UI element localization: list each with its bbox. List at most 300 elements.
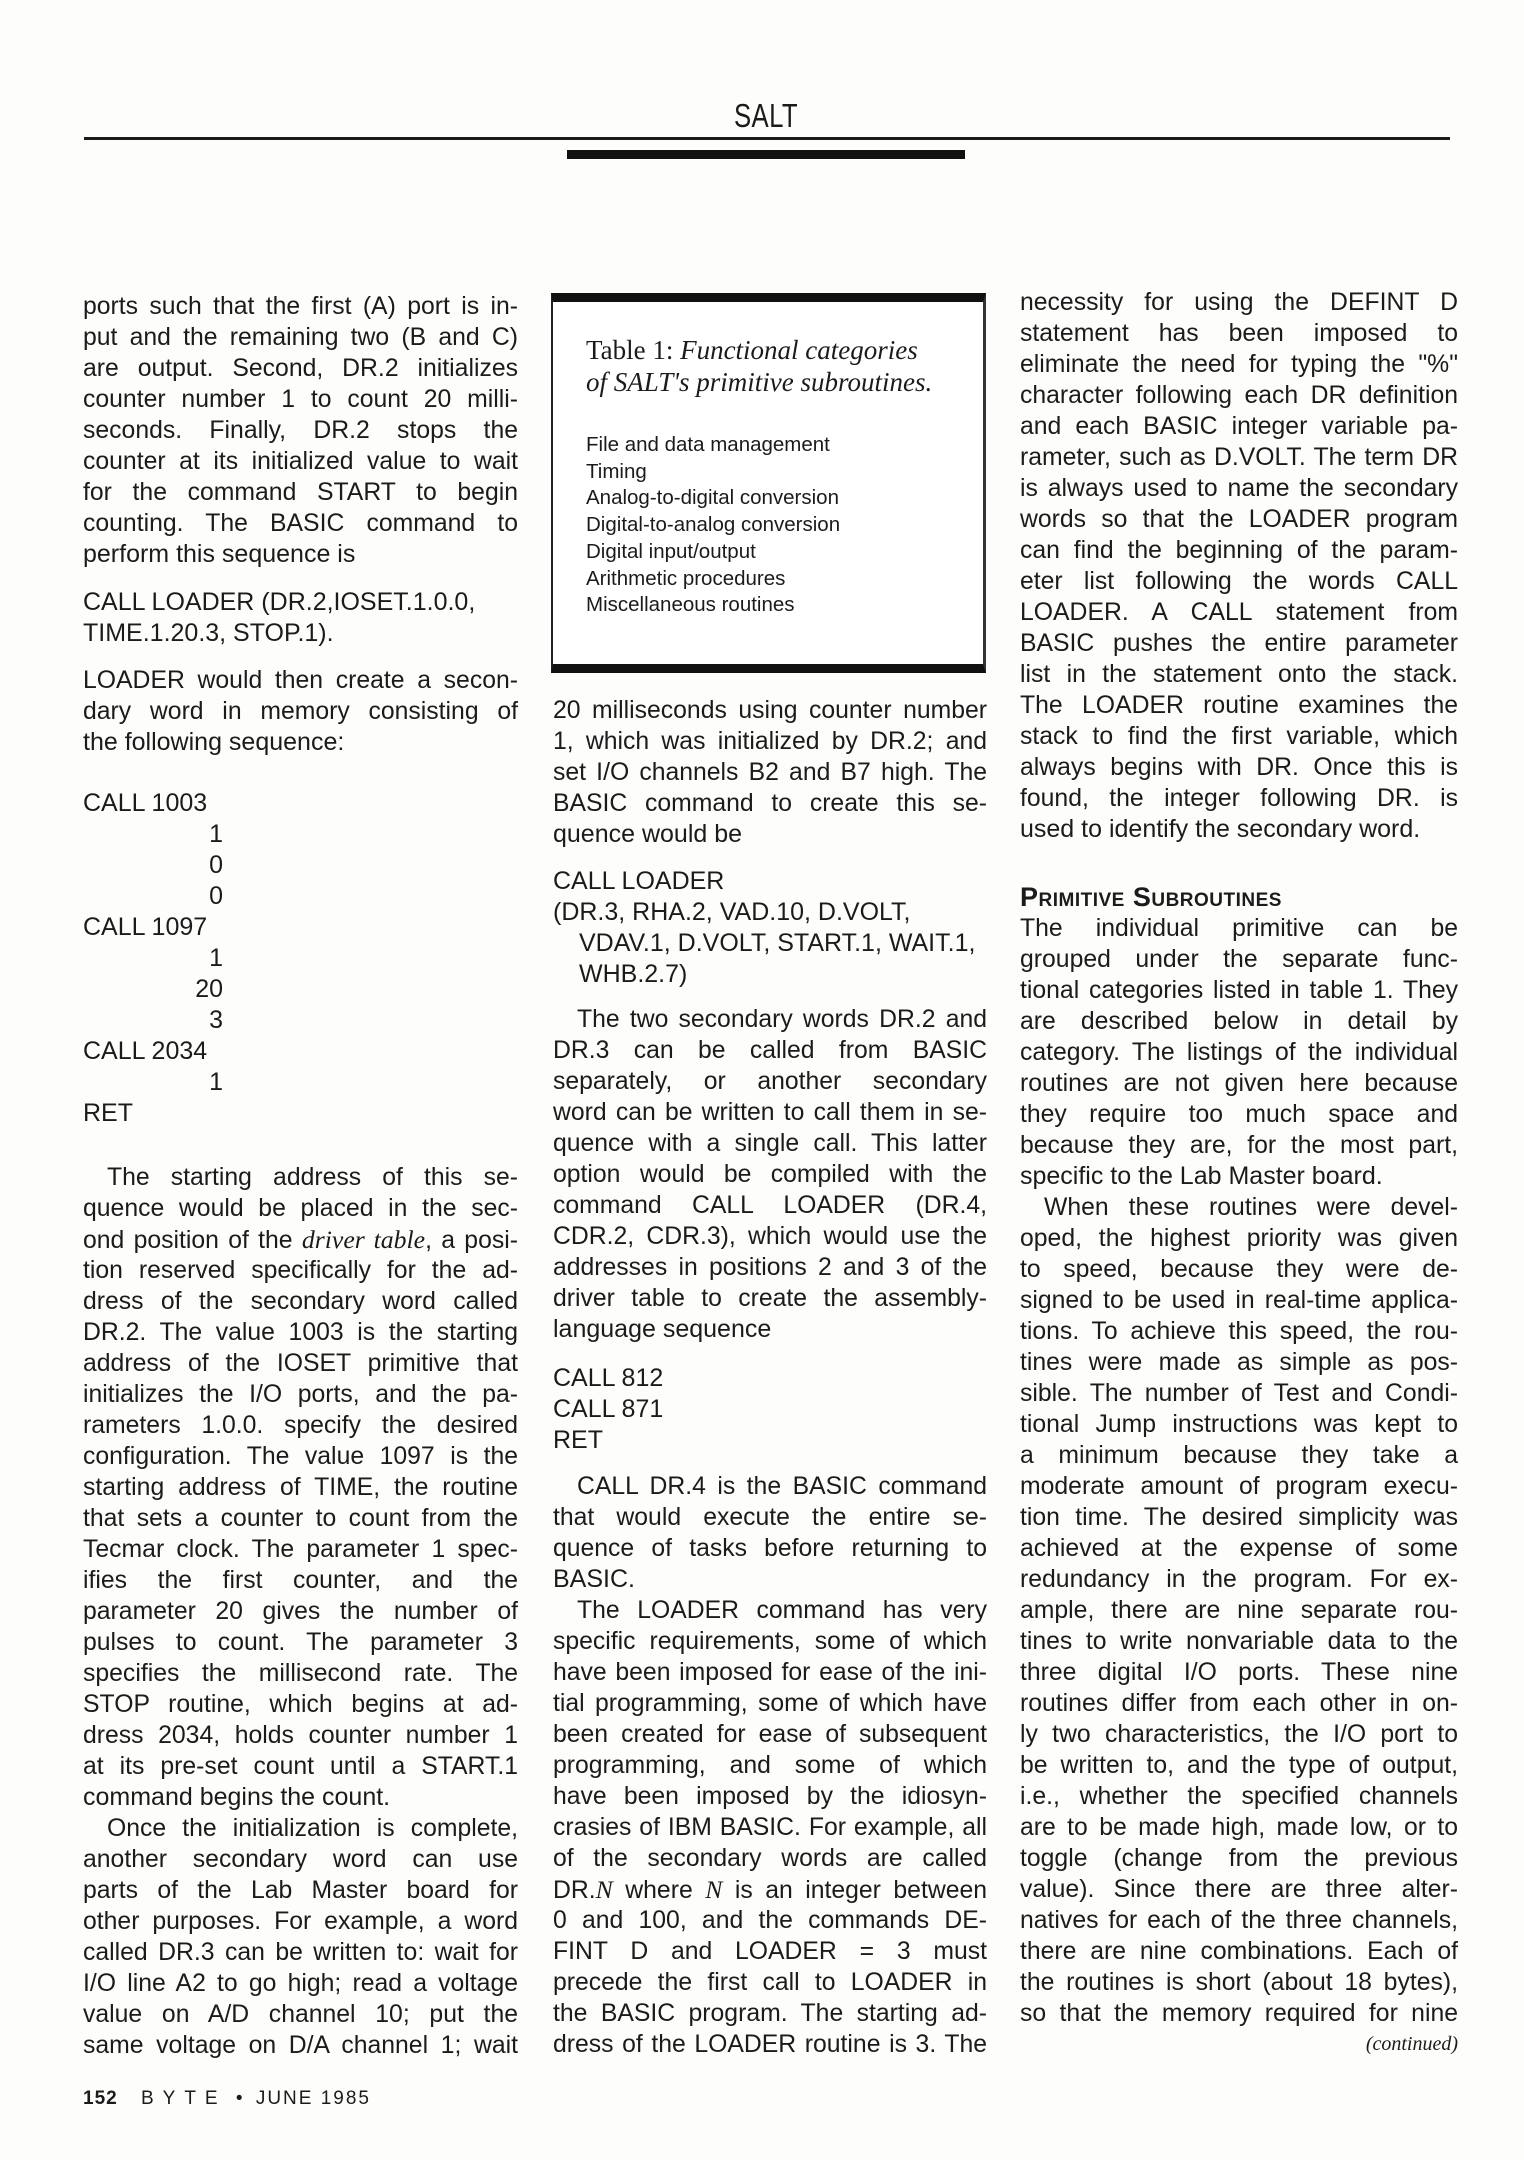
text-line [83, 912, 223, 943]
text-line [553, 1066, 987, 1097]
line-text: is always used to name the secondary [1020, 475, 1458, 502]
line-text: Primitive Subroutines [1020, 882, 1282, 912]
line-text: initializes the I/O ports, and the pa- [83, 1381, 518, 1408]
text-line [83, 943, 223, 974]
text-line [83, 1906, 518, 1937]
paragraph [83, 1162, 518, 1813]
paragraph [1020, 287, 1458, 845]
line-text: specific requirements, some of which [553, 1628, 987, 1655]
line-text: BASIC pushes the entire parameter [1020, 630, 1458, 657]
text-line [1020, 1316, 1458, 1347]
text-line [83, 384, 518, 415]
line-text: RET [553, 1426, 603, 1454]
text-line [553, 1998, 987, 2029]
text-line [553, 1595, 987, 1626]
line-text: ifies the first counter, and the [83, 1567, 518, 1594]
line-text: eliminate the need for typing the "%" [1020, 351, 1458, 378]
text-line [1020, 1626, 1458, 1657]
text-line [83, 322, 518, 353]
text-line [1020, 1688, 1458, 1719]
code-listing [83, 788, 223, 1129]
line-text: the BASIC program. The starting ad- [553, 2000, 987, 2027]
line-text [553, 1877, 987, 1904]
text-line [1020, 473, 1458, 504]
text-line [83, 353, 518, 384]
text-line [83, 1503, 518, 1534]
line-text: 0 [209, 851, 223, 879]
line-text: because they are, for the most part, [1020, 1132, 1458, 1159]
text-line [553, 1283, 987, 1314]
line-text: CALL DR.4 is the BASIC command [577, 1473, 987, 1500]
line-text: 3 [209, 1006, 223, 1034]
text-line [553, 819, 987, 850]
text-line [1020, 1812, 1458, 1843]
line-text: tional categories listed in table 1. They [1020, 977, 1458, 1004]
text-line [553, 1035, 987, 1066]
text-line [553, 1843, 987, 1874]
line-text: The LOADER routine examines the [1020, 692, 1458, 719]
text-line [1020, 1936, 1458, 1967]
text-line [553, 928, 987, 959]
line-text: moderate amount of program execu- [1020, 1473, 1458, 1500]
line-text: ample, there are nine separate rou- [1020, 1597, 1458, 1624]
line-text: category. The listings of the individual [1020, 1039, 1458, 1066]
line-text: always begins with DR. Once this is [1020, 754, 1458, 781]
line-text: LOADER. A CALL statement from [1020, 599, 1458, 626]
text-line [1020, 1037, 1458, 1068]
line-text: are output. Second, DR.2 initializes [83, 355, 518, 382]
text-line [83, 539, 518, 570]
line-text: natives for each of the three channels, [1020, 1907, 1458, 1934]
text-line [553, 1128, 987, 1159]
issue-date: JUNE 1985 [255, 2088, 371, 2109]
text-line [553, 1221, 987, 1252]
text-line [1020, 1905, 1458, 1936]
line-text: signed to be used in real-time applica- [1020, 1287, 1458, 1314]
table-caption-line-2 [586, 366, 932, 398]
text-line [1020, 628, 1458, 659]
text-line [1020, 349, 1458, 380]
text-line [83, 1534, 518, 1565]
line-text: CALL 2034 [83, 1037, 208, 1065]
line-text: routines are not given here because [1020, 1070, 1458, 1097]
text-line [83, 446, 518, 477]
line-text: that sets a counter to count from the [83, 1505, 518, 1532]
line-text: are described below in detail by [1020, 1008, 1458, 1035]
table-caption-prefix: of SALT's [586, 367, 690, 397]
line-text: called DR.3 can be written to: wait for [83, 1939, 518, 1966]
text-line [83, 1472, 518, 1503]
line-text: VDAV.1, D.VOLT, START.1, WAIT.1, [579, 929, 976, 957]
text-line [83, 1098, 223, 1129]
text-line [553, 1394, 987, 1425]
line-text: of the secondary words are called [553, 1845, 987, 1872]
text-line [1020, 1843, 1458, 1874]
text-line [83, 1689, 518, 1720]
text-line [1020, 1998, 1458, 2029]
line-text: used to identify the secondary word. [1020, 815, 1421, 843]
line-text: parameter 20 gives the number of [83, 1598, 518, 1625]
line-text: 1, which was initialized by DR.2; and [553, 728, 987, 755]
line-text: specifies the millisecond rate. The [83, 1660, 518, 1687]
line-text: quence with a single call. This latter [553, 1130, 987, 1157]
text-line [1020, 1223, 1458, 1254]
line-text: CDR.2, CDR.3), which would use the [553, 1223, 987, 1250]
line-text: starting address of TIME, the routine [83, 1474, 518, 1501]
text-line [83, 1751, 518, 1782]
line-text: command CALL LOADER (DR.4, [553, 1192, 987, 1219]
line-text: driver table to create the assembly- [553, 1285, 987, 1312]
text-line [1020, 1564, 1458, 1595]
line-text: quence would be [553, 820, 743, 848]
line-text: BASIC command to create this se- [553, 790, 987, 817]
line-text: dress 2034, holds counter number 1 [83, 1722, 518, 1749]
text-line [553, 866, 987, 897]
text-line [83, 1224, 518, 1255]
line-text: can find the beginning of the param- [1020, 537, 1458, 564]
table-item: Digital-to-analog conversion [586, 513, 841, 537]
line-text: programming, and some of which [553, 1752, 987, 1779]
text-line [1020, 1285, 1458, 1316]
table-item: Miscellaneous routines [586, 593, 795, 617]
text-line [1020, 752, 1458, 783]
line-text: counting. The BASIC command to [83, 510, 518, 537]
line-text: ly two characteristics, the I/O port to [1020, 1721, 1458, 1748]
line-text: value). Since there are three alter- [1020, 1876, 1458, 1903]
line-text: ports such that the first (A) port is in- [83, 293, 518, 320]
text-line [83, 1348, 518, 1379]
text-line [553, 1533, 987, 1564]
text-line [83, 1999, 518, 2030]
text-line [1020, 1068, 1458, 1099]
text-line [1020, 1006, 1458, 1037]
text-line [1020, 287, 1458, 318]
line-text: routines differ from each other in on- [1020, 1690, 1458, 1717]
text-line [553, 1159, 987, 1190]
text-line [83, 415, 518, 446]
line-text: a minimum because they take a [1020, 1442, 1458, 1469]
paragraph [1020, 1192, 1458, 2029]
line-text: put and the remaining two (B and C) [83, 324, 518, 351]
line-text: i.e., whether the specified channels [1020, 1783, 1458, 1810]
text-line [1020, 659, 1458, 690]
text-line [1020, 318, 1458, 349]
line-text: quence of tasks before returning to [553, 1535, 987, 1562]
text-line [83, 2030, 518, 2061]
text-line [1020, 504, 1458, 535]
text-line [553, 1936, 987, 1967]
line-text: language sequence [553, 1315, 772, 1343]
line-text: crasies of IBM BASIC. For example, all [553, 1814, 987, 1841]
text-line [553, 1252, 987, 1283]
text-line [83, 587, 518, 618]
line-text: precede the first call to LOADER in [553, 1969, 987, 1996]
line-text: another secondary word can use [83, 1846, 518, 1873]
line-text: addresses in positions 2 and 3 of the [553, 1254, 987, 1281]
code-listing [553, 1363, 987, 1456]
table-item: File and data management [586, 433, 830, 456]
line-text: value on A/D channel 10; put the [83, 2001, 518, 2028]
line-text: eter list following the words CALL [1020, 568, 1458, 595]
text-line [553, 1314, 987, 1345]
line-text: rameter, such as D.VOLT. The term DR [1020, 444, 1458, 471]
text-line [83, 1005, 223, 1036]
text-line [553, 1688, 987, 1719]
line-text: address of the IOSET primitive that [83, 1350, 518, 1377]
line-text: the following sequence: [83, 728, 345, 756]
paragraph [553, 1004, 987, 1345]
text-line [83, 1379, 518, 1410]
text-line [1020, 411, 1458, 442]
line-text: at its pre-set count until a START.1 [83, 1753, 518, 1780]
table-item: Timing [586, 459, 647, 483]
line-text: tions. To achieve this speed, the rou- [1020, 1318, 1458, 1345]
text-line [83, 477, 518, 508]
table-item: Digital input/output [586, 539, 756, 563]
text-segment: , a posi- [425, 1227, 518, 1254]
line-text: command begins the count. [83, 1783, 391, 1811]
footer-separator: • [235, 2088, 247, 2109]
text-segment: DR. [553, 1877, 596, 1904]
line-text: CALL 1097 [83, 913, 208, 941]
line-text: counter at its initialized value to wait [83, 448, 518, 475]
text-line [83, 1162, 518, 1193]
text-line [1020, 1533, 1458, 1564]
text-line [553, 959, 987, 990]
text-line [1020, 442, 1458, 473]
text-line [1020, 1440, 1458, 1471]
text-line [1020, 1471, 1458, 1502]
text-line [1020, 1130, 1458, 1161]
page-footer [83, 2088, 371, 2110]
text-line [553, 726, 987, 757]
line-text: (DR.3, RHA.2, VAD.10, D.VOLT, [553, 898, 911, 926]
text-line [553, 1363, 987, 1394]
line-text: When these routines were devel- [1044, 1194, 1458, 1221]
text-line [553, 1781, 987, 1812]
text-line [1020, 1347, 1458, 1378]
line-text: CALL LOADER (DR.2,IOSET.1.0.0, [83, 588, 476, 616]
text-line [553, 897, 987, 928]
text-line [1020, 690, 1458, 721]
text-line [1020, 566, 1458, 597]
table-1-box [551, 293, 986, 673]
line-text: have been imposed by the idiosyn- [553, 1783, 987, 1810]
line-text: character following each DR definition [1020, 382, 1458, 409]
line-text: DR.3 can be called from BASIC [553, 1037, 987, 1064]
italic-segment: N [705, 1875, 723, 1904]
text-line [83, 974, 223, 1005]
line-text: that would execute the entire se- [553, 1504, 987, 1531]
table-item: Analog-to-digital conversion [586, 486, 839, 510]
text-line [1020, 1657, 1458, 1688]
text-line [83, 1968, 518, 1999]
paragraph [83, 291, 518, 570]
running-title: SALT [733, 97, 799, 134]
text-line [553, 695, 987, 726]
text-line [553, 1626, 987, 1657]
text-line [1020, 1874, 1458, 1905]
text-line [83, 1410, 518, 1441]
line-text: dress of the LOADER routine is 3. The [553, 2031, 987, 2058]
line-text: the routines is short (about 18 bytes), [1020, 1969, 1458, 1996]
text-line [83, 1286, 518, 1317]
italic-segment: driver table [301, 1225, 426, 1254]
line-text: CALL 1003 [83, 789, 208, 817]
text-line [1020, 783, 1458, 814]
line-text: oped, the highest priority was given [1020, 1225, 1458, 1252]
line-text: necessity for using the DEFINT D [1020, 289, 1458, 316]
text-line [1020, 1254, 1458, 1285]
text-line [1020, 1719, 1458, 1750]
text-line [553, 1750, 987, 1781]
text-line [83, 1813, 518, 1844]
text-line [1020, 721, 1458, 752]
line-text: CALL LOADER [553, 867, 725, 895]
line-text: separately, or another secondary [553, 1068, 987, 1095]
line-text: 1 [209, 1068, 223, 1096]
text-line [83, 1317, 518, 1348]
line-text: pulses to count. The parameter 3 [83, 1629, 518, 1656]
line-text: CALL 871 [553, 1395, 664, 1423]
text-line [553, 1657, 987, 1688]
line-text: BASIC. [553, 1565, 635, 1593]
text-line [83, 819, 223, 850]
line-text: be written to, and the type of output, [1020, 1752, 1458, 1779]
text-line [553, 1190, 987, 1221]
text-line [83, 291, 518, 322]
table-item: Arithmetic procedures [586, 566, 786, 590]
text-line [553, 757, 987, 788]
text-line [83, 881, 223, 912]
line-text: three digital I/O ports. These nine [1020, 1659, 1458, 1686]
text-line [83, 1720, 518, 1751]
text-line [1020, 535, 1458, 566]
paragraph [553, 1471, 987, 1595]
line-text: STOP routine, which begins at ad- [83, 1691, 518, 1718]
text-line [83, 850, 223, 881]
text-line [1020, 814, 1458, 845]
table-caption-rest: primitive subroutines. [696, 367, 933, 397]
text-segment: ond position of the [83, 1227, 302, 1254]
line-text: found, the integer following DR. is [1020, 785, 1458, 812]
continued-note: (continued) [1365, 2033, 1458, 2055]
paragraph [553, 695, 987, 850]
text-line [553, 1812, 987, 1843]
text-line [83, 1627, 518, 1658]
magazine-name: BYTE [140, 2088, 227, 2109]
line-text: dary word in memory consisting of [83, 698, 518, 725]
line-text: they require too much space and [1020, 1101, 1458, 1128]
text-line [1020, 1161, 1458, 1192]
line-text: for the command START to begin [83, 479, 518, 506]
line-text: same voltage on D/A channel 1; wait [83, 2032, 518, 2059]
section-heading [1020, 882, 1458, 913]
line-text: toggle (change from the previous [1020, 1845, 1458, 1872]
text-line [1020, 1099, 1458, 1130]
line-text: parts of the Lab Master board for [83, 1877, 518, 1904]
paragraph [83, 665, 518, 758]
line-text: so that the memory required for nine [1020, 2000, 1458, 2027]
text-line [1020, 1409, 1458, 1440]
line-text: 0 and 100, and the commands DE- [553, 1907, 987, 1934]
code-listing [83, 587, 518, 649]
line-text: are to be made high, made low, or to [1020, 1814, 1458, 1841]
line-text: been created for ease of subsequent [553, 1721, 987, 1748]
line-text: WHB.2.7) [579, 960, 688, 988]
line-text: perform this sequence is [83, 540, 356, 568]
line-text: DR.2. The value 1003 is the starting [83, 1319, 518, 1346]
line-text: quence would be placed in the sec- [83, 1195, 518, 1222]
line-text: words so that the LOADER program [1020, 506, 1458, 533]
text-line [553, 1004, 987, 1035]
text-line [83, 1658, 518, 1689]
line-text: tines were made as simple as pos- [1020, 1349, 1458, 1376]
italic-segment: N [595, 1875, 613, 1904]
line-text: rameters 1.0.0. specify the desired [83, 1412, 518, 1439]
line-text: LOADER would then create a secon- [83, 667, 518, 694]
paragraph [553, 1595, 987, 2060]
line-text: word can be written to call them in se- [553, 1099, 987, 1126]
line-text: CALL 812 [553, 1364, 664, 1392]
line-text: dress of the secondary word called [83, 1288, 518, 1315]
text-line [553, 1905, 987, 1936]
text-line [1020, 1967, 1458, 1998]
text-line [553, 1874, 987, 1905]
text-line [83, 696, 518, 727]
line-text: have been imposed for ease of the ini- [553, 1659, 987, 1686]
line-text: 1 [209, 944, 223, 972]
line-text: tion reserved specifically for the ad- [83, 1257, 518, 1284]
line-text: 20 milliseconds using counter number [553, 697, 987, 724]
text-line [1020, 1781, 1458, 1812]
table-caption-line-1 [586, 334, 918, 366]
text-line [553, 1502, 987, 1533]
line-text: tines to write nonvariable data to the [1020, 1628, 1458, 1655]
line-text: statement has been imposed to [1020, 320, 1458, 347]
text-line [83, 1036, 223, 1067]
line-text: achieved at the expense of some [1020, 1535, 1458, 1562]
line-text: list in the statement onto the stack. [1020, 661, 1458, 688]
line-text: redundancy in the program. For ex- [1020, 1566, 1458, 1593]
table-label: Table 1: [586, 335, 674, 365]
text-line [83, 1596, 518, 1627]
line-text: The LOADER command has very [577, 1597, 987, 1624]
text-line [83, 1937, 518, 1968]
text-line [553, 1097, 987, 1128]
line-text: Once the initialization is complete, [107, 1815, 518, 1842]
line-text: specific to the Lab Master board. [1020, 1162, 1383, 1190]
page-number: 152 [83, 2088, 118, 2109]
text-line [1020, 975, 1458, 1006]
text-line [1020, 1378, 1458, 1409]
text-line [1020, 380, 1458, 411]
text-segment: where [612, 1877, 706, 1904]
line-text: 20 [195, 975, 223, 1003]
line-text: counter number 1 to count 20 milli- [83, 386, 518, 413]
section-heading-text [1020, 882, 1458, 913]
line-text: option would be compiled with the [553, 1161, 987, 1188]
line-text: The starting address of this se- [107, 1164, 518, 1191]
line-text: The individual primitive can be [1020, 915, 1458, 942]
text-line [1020, 944, 1458, 975]
text-line [553, 788, 987, 819]
line-text: to speed, because they were de- [1020, 1256, 1458, 1283]
line-text: there are nine combinations. Each of [1020, 1938, 1458, 1965]
line-text: 0 [209, 882, 223, 910]
text-line [553, 1471, 987, 1502]
paragraph [1020, 913, 1458, 1192]
